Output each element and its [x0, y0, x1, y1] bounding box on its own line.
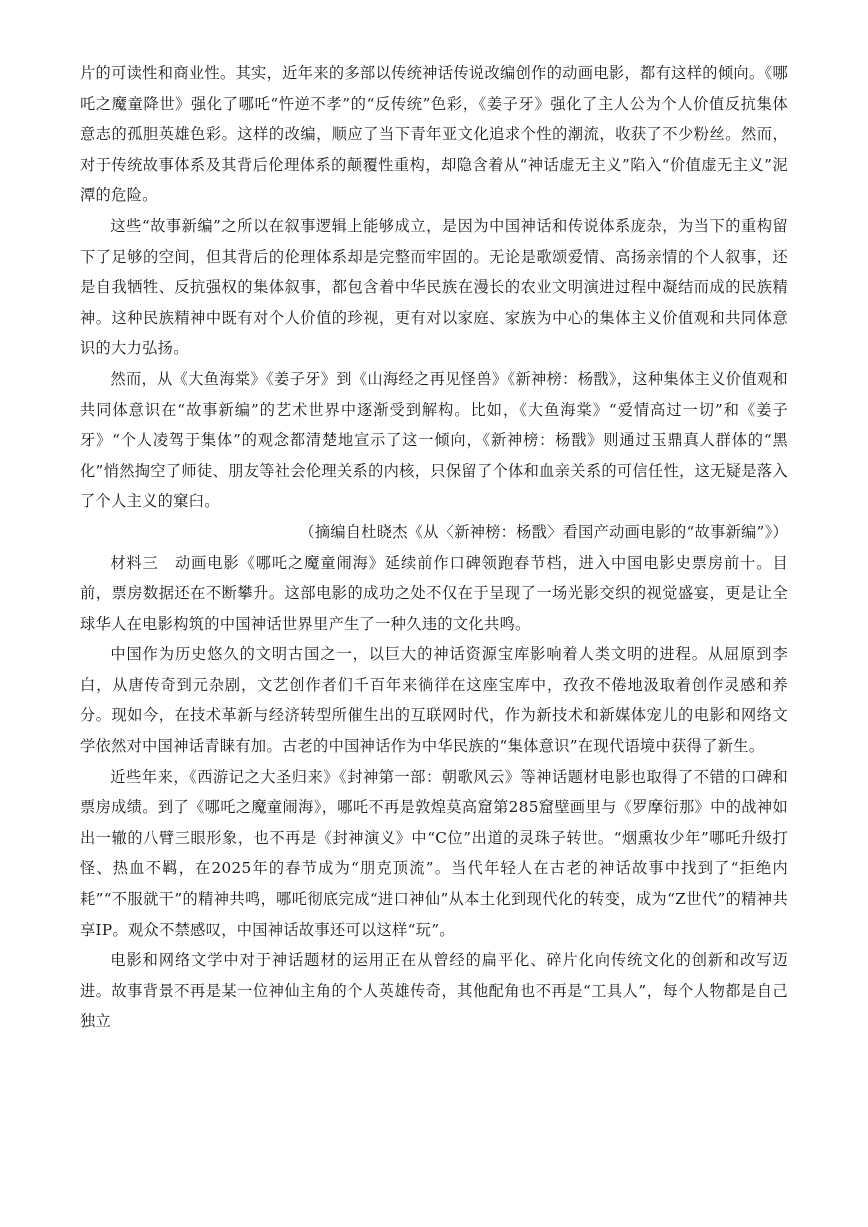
paragraph-2: 这些“故事新编”之所以在叙事逻辑上能够成立，是因为中国神话和传说体系庞杂，为当下的重构留下了足够的空间，但其背后的伦理体系却是完整而牢固的。无论是歌颂爱情、高扬亲情的个人叙事，还是自我牺牲、反抗强权的集体叙事，都包含着中华民族在漫长的农业文明演进过程中凝结而成的民族精神。这种民族精神中既有对个人价值的珍视，更有对以家庭、家族为中心的集体主义价值观和共同体意识的大力弘扬。: [80, 216, 788, 358]
paragraph-6: 近些年来，《西游记之大圣归来》《封神第一部：朝歌风云》等神话题材电影也取得了不错的口碑和票房成绩。到了《哪吒之魔童闹海》，哪吒不再是敦煌莫高窟第285窟壁画里与《罗摩衍那》中的战神如出一辙的八臂三眼形象，也不再是《封神演义》中“C位”出道的灵珠子转世。“烟熏妆少年”哪吒升级打怪、热血不羁，在2025年的春节成为“朋克顶流”。当代年轻人在古老的神话故事中找到了“拒绝内耗”“不服就干”的精神共鸣，哪吒彻底完成“进口神仙”从本土化到现代化的转变，成为“Z世代”的精神共享IP。观众不禁感叹，中国神话故事还可以这样“玩”。: [80, 767, 788, 939]
paragraph-3: 然而，从《大鱼海棠》《姜子牙》到《山海经之再见怪兽》《新神榜：杨戬》，这种集体主义价值观和共同体意识在“故事新编”的艺术世界中逐渐受到解构。比如，《大鱼海棠》“爱情高过一切”和《姜子牙》“个人凌驾于集体”的观念都清楚地宣示了这一倾向，《新神榜：杨戬》则通过玉鼎真人群体的“黑化”悄然掏空了师徒、朋友等社会伦理关系的内核，只保留了个体和血亲关系的可信任性，这无疑是落入了个人主义的窠臼。: [80, 369, 788, 511]
source-citation: （摘编自杜晓杰《从〈新神榜：杨戬〉看国产动画电影的“故事新编”》）: [299, 522, 788, 541]
paragraph-5: 中国作为历史悠久的文明古国之一，以巨大的神话资源宝库影响着人类文明的进程。从屈原到李白，从唐传奇到元杂剧，文艺创作者们千百年来徜徉在这座宝库中，孜孜不倦地汲取着创作灵感和养分。现如今，在技术革新与经济转型所催生出的互联网时代，作为新技术和新媒体宠儿的电影和网络文学依然对中国神话青睐有加。古老的中国神话作为中华民族的“集体意识”在现代语境中获得了新生。: [80, 645, 788, 756]
document-page: [80, 58, 788, 1037]
paragraph-material-three: 材料三 动画电影《哪吒之魔童闹海》延续前作口碑领跑春节档，进入中国电影史票房前十。目前，票房数据还在不断攀升。这部电影的成功之处不仅在于呈现了一场光影交织的视觉盛宴，更是让全球华人在电影构筑的中国神话世界里产生了一种久违的文化共鸣。: [80, 553, 788, 633]
paragraph-7: 电影和网络文学中对于神话题材的运用正在从曾经的扁平化、碎片化向传统文化的创新和改写迈进。故事背景不再是某一位神仙主角的个人英雄传奇，其他配角也不再是“工具人”，每个人物都是自己独立: [80, 951, 788, 1031]
paragraph-1: 片的可读性和商业性。其实，近年来的多部以传统神话传说改编创作的动画电影，都有这样的倾向。《哪吒之魔童降世》强化了哪吒“忤逆不孝”的“反传统”色彩，《姜子牙》强化了主人公为个人价值反抗集体意志的孤胆英雄色彩。这样的改编，顺应了当下青年亚文化追求个性的潮流，收获了不少粉丝。然而，对于传统故事体系及其背后伦理体系的颠覆性重构，却隐含着从“神话虚无主义”陷入“价值虚无主义”泥潭的危险。: [80, 64, 788, 205]
